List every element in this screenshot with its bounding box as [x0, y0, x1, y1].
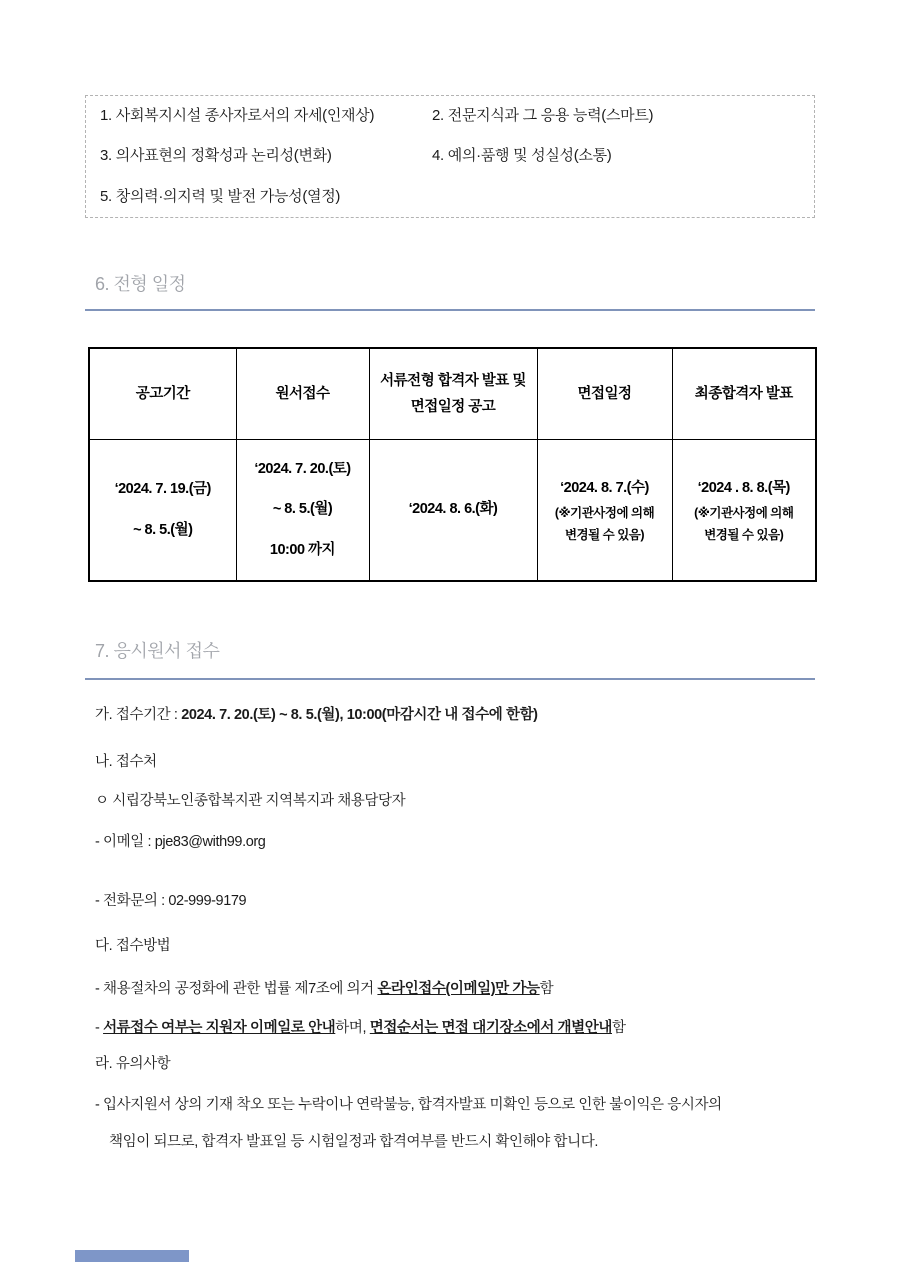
line-reception-period — [95, 703, 538, 724]
line-reception-method: 다. 접수방법 — [95, 938, 171, 954]
line-online-only — [95, 977, 553, 998]
cell-interview-date — [537, 439, 672, 581]
cell-application — [236, 439, 369, 581]
reception-period-label: 가. 접수기간 : — [95, 707, 182, 723]
criteria-item-2: 2. 전문지식과 그 응용 능력(스마트) — [432, 107, 654, 124]
notify-mid: 하며, — [335, 1020, 370, 1036]
application-line2: ~ 8. 5.(월) — [272, 501, 333, 518]
notify-prefix: - — [95, 1020, 104, 1036]
line-phone: - 전화문의 : 02-999-9179 — [95, 893, 247, 909]
notify-emphasis1: 서류접수 여부는 지원자 이메일로 안내 — [103, 1020, 336, 1036]
criteria-item-3: 3. 의사표현의 정확성과 논리성(변화) — [100, 147, 332, 165]
interview-date-note2: 변경될 수 있음) — [564, 527, 645, 542]
schedule-body-row — [89, 439, 816, 581]
footer-accent-bar — [75, 1250, 189, 1262]
notify-suffix: 함 — [612, 1020, 626, 1036]
criteria-item-1: 1. 사회복지시설 종사자로서의 자세(인재상) — [100, 107, 375, 124]
line-caution-text1: - 입사지원서 상의 기재 착오 또는 누락이나 연락불능, 합격자발표 미확인 등으로 인한 불이익은 응시자의 — [95, 1097, 722, 1113]
schedule-table — [88, 347, 817, 582]
line-organization: ㅇ 시립강북노인종합복지관 지역복지과 채용담당자 — [95, 793, 406, 809]
evaluation-criteria-box — [85, 95, 815, 218]
cell-final-result — [672, 439, 816, 581]
section6-title: 6. 전형 일정 — [95, 274, 186, 294]
cell-notice-period — [89, 439, 236, 581]
notice-period-line1: ‘2024. 7. 19.(금) — [114, 481, 211, 498]
line-email: - 이메일 : pje83@with99.org — [95, 834, 266, 850]
line-reception-place: 나. 접수처 — [95, 754, 157, 770]
line-caution-label: 라. 유의사항 — [95, 1056, 171, 1072]
notify-emphasis2: 면접순서는 면접 대기장소에서 개별안내 — [369, 1020, 612, 1036]
online-only-suffix: 함 — [539, 981, 554, 997]
cell-doc-result — [369, 439, 537, 581]
application-line1: ‘2024. 7. 20.(토) — [254, 460, 351, 477]
notice-period-line2: ~ 8. 5.(월) — [133, 521, 193, 538]
interview-date-line1: ‘2024. 8. 7.(수) — [560, 479, 649, 496]
header-application: 원서접수 — [236, 348, 369, 439]
header-doc-result: 서류전형 합격자 발표 및 면접일정 공고 — [369, 348, 537, 439]
section7-divider — [85, 678, 815, 680]
line-caution-text2: 책임이 되므로, 합격자 발표일 등 시험일정과 합격여부를 반드시 확인해야 합니다. — [109, 1134, 598, 1150]
criteria-item-5: 5. 창의력·의지력 및 발전 가능성(열정) — [100, 187, 341, 205]
doc-result-line1: ‘2024. 8. 6.(화) — [408, 501, 498, 518]
online-only-prefix: - 채용절차의 공정화에 관한 법률 제7조에 의거 — [95, 981, 378, 997]
criteria-item-4: 4. 예의·품행 및 성실성(소통) — [432, 147, 612, 165]
schedule-header-row — [89, 348, 816, 439]
application-line3: 10:00 까지 — [269, 542, 336, 559]
header-interview-date: 면접일정 — [537, 348, 672, 439]
section7-title: 7. 응시원서 접수 — [95, 641, 220, 661]
header-notice-period: 공고기간 — [89, 348, 236, 439]
reception-period-value: 2024. 7. 20.(토) ~ 8. 5.(월), 10:00(마감시간 내 접수에 한함) — [181, 707, 538, 723]
final-result-note1: (※기관사정에 의해 — [694, 506, 794, 521]
interview-date-note1: (※기관사정에 의해 — [554, 506, 655, 521]
header-final-result: 최종합격자 발표 — [672, 348, 816, 439]
line-notify-method — [95, 1016, 626, 1037]
criteria-empty-cell — [432, 187, 800, 207]
final-result-note2: 변경될 수 있음) — [704, 527, 784, 542]
final-result-line1: ‘2024 . 8. 8.(목) — [697, 479, 790, 496]
online-only-emphasis: 온라인접수(이메일)만 가능 — [377, 981, 540, 997]
section6-divider — [85, 309, 815, 311]
